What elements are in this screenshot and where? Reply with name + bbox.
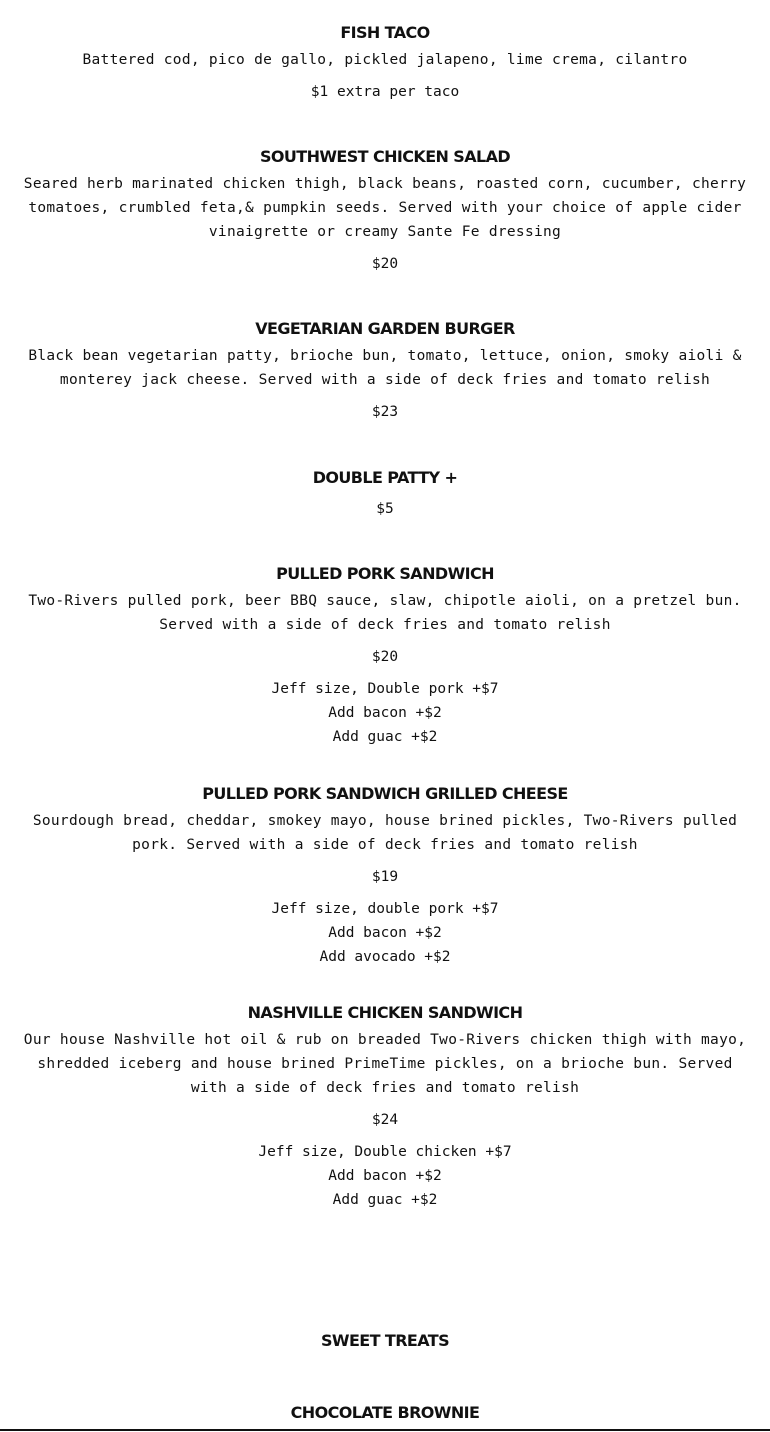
item-price: $23 (371, 404, 399, 420)
item-price: $20 (371, 256, 399, 272)
item-addons (0, 677, 770, 749)
item-price: $19 (371, 869, 399, 885)
menu-item-vegetarian-garden-burger (0, 318, 770, 424)
item-addons (0, 897, 770, 969)
item-price: $20 (371, 649, 399, 665)
addon-line: Add avocado +$2 (319, 949, 451, 965)
addon-line: Jeff size, double pork +$7 (271, 901, 499, 917)
item-title: CHOCOLATE BROWNIE (290, 1403, 480, 1422)
item-price: $24 (371, 1112, 399, 1128)
addon-line: Jeff size, Double chicken +$7 (258, 1144, 512, 1160)
item-title: PULLED PORK SANDWICH GRILLED CHEESE (202, 784, 568, 803)
item-description: Two-Rivers pulled pork, beer BBQ sauce, slaw, chipotle aioli, on a pretzel bun. Served with a side of deck fries and tomato relish (28, 593, 742, 633)
item-title: SOUTHWEST CHICKEN SALAD (259, 147, 511, 166)
addon-line: Add guac +$2 (332, 729, 438, 745)
section-title: SWEET TREATS (320, 1331, 450, 1350)
bottom-divider (0, 1429, 770, 1431)
item-description: Sourdough bread, cheddar, smokey mayo, house brined pickles, Two-Rivers pulled pork. Served with a side of deck fries and tomato relish (32, 813, 738, 853)
addon-line: Add guac +$2 (332, 1192, 438, 1208)
addon-line: Jeff size, Double pork +$7 (271, 681, 499, 697)
item-title: PULLED PORK SANDWICH (276, 564, 494, 583)
menu-item-pulled-pork-sandwich (0, 563, 770, 749)
item-description: Black bean vegetarian patty, brioche bun, tomato, lettuce, onion, smoky aioli & monterey jack cheese. Served with a side of deck fries and tomato relish (28, 348, 742, 388)
addon-line: Add bacon +$2 (328, 705, 442, 721)
item-addons (0, 1140, 770, 1212)
addon-line: Add bacon +$2 (328, 1168, 442, 1184)
menu-item-southwest-chicken-salad (0, 146, 770, 276)
item-description: Seared herb marinated chicken thigh, black beans, roasted corn, cucumber, cherry tomatoes, crumbled feta,& pumpkin seeds. Served with your choice of apple cider vinaigrette or creamy Sante Fe dressing (23, 176, 747, 240)
menu-item-nashville-chicken-sandwich (0, 1002, 770, 1212)
menu-item-chocolate-brownie (0, 1402, 770, 1424)
item-description: Our house Nashville hot oil & rub on breaded Two-Rivers chicken thigh with mayo, shredded iceberg and house brined PrimeTime pickles, on a brioche bun. Served with a side of deck fries and tomato relish (23, 1032, 747, 1096)
item-title: NASHVILLE CHICKEN SANDWICH (247, 1003, 523, 1022)
menu-item-pulled-pork-grilled-cheese (0, 783, 770, 969)
addon-line: Add bacon +$2 (328, 925, 442, 941)
section-heading-sweet-treats (0, 1330, 770, 1352)
item-description: Battered cod, pico de gallo, pickled jalapeno, lime crema, cilantro (82, 52, 688, 68)
item-title: DOUBLE PATTY + (312, 468, 458, 487)
item-title: FISH TACO (340, 23, 430, 42)
menu-item-fish-taco (0, 22, 770, 104)
menu-item-double-patty (0, 467, 770, 521)
item-title: VEGETARIAN GARDEN BURGER (255, 319, 515, 338)
item-price: $5 (376, 501, 394, 517)
item-price: $1 extra per taco (310, 84, 460, 100)
